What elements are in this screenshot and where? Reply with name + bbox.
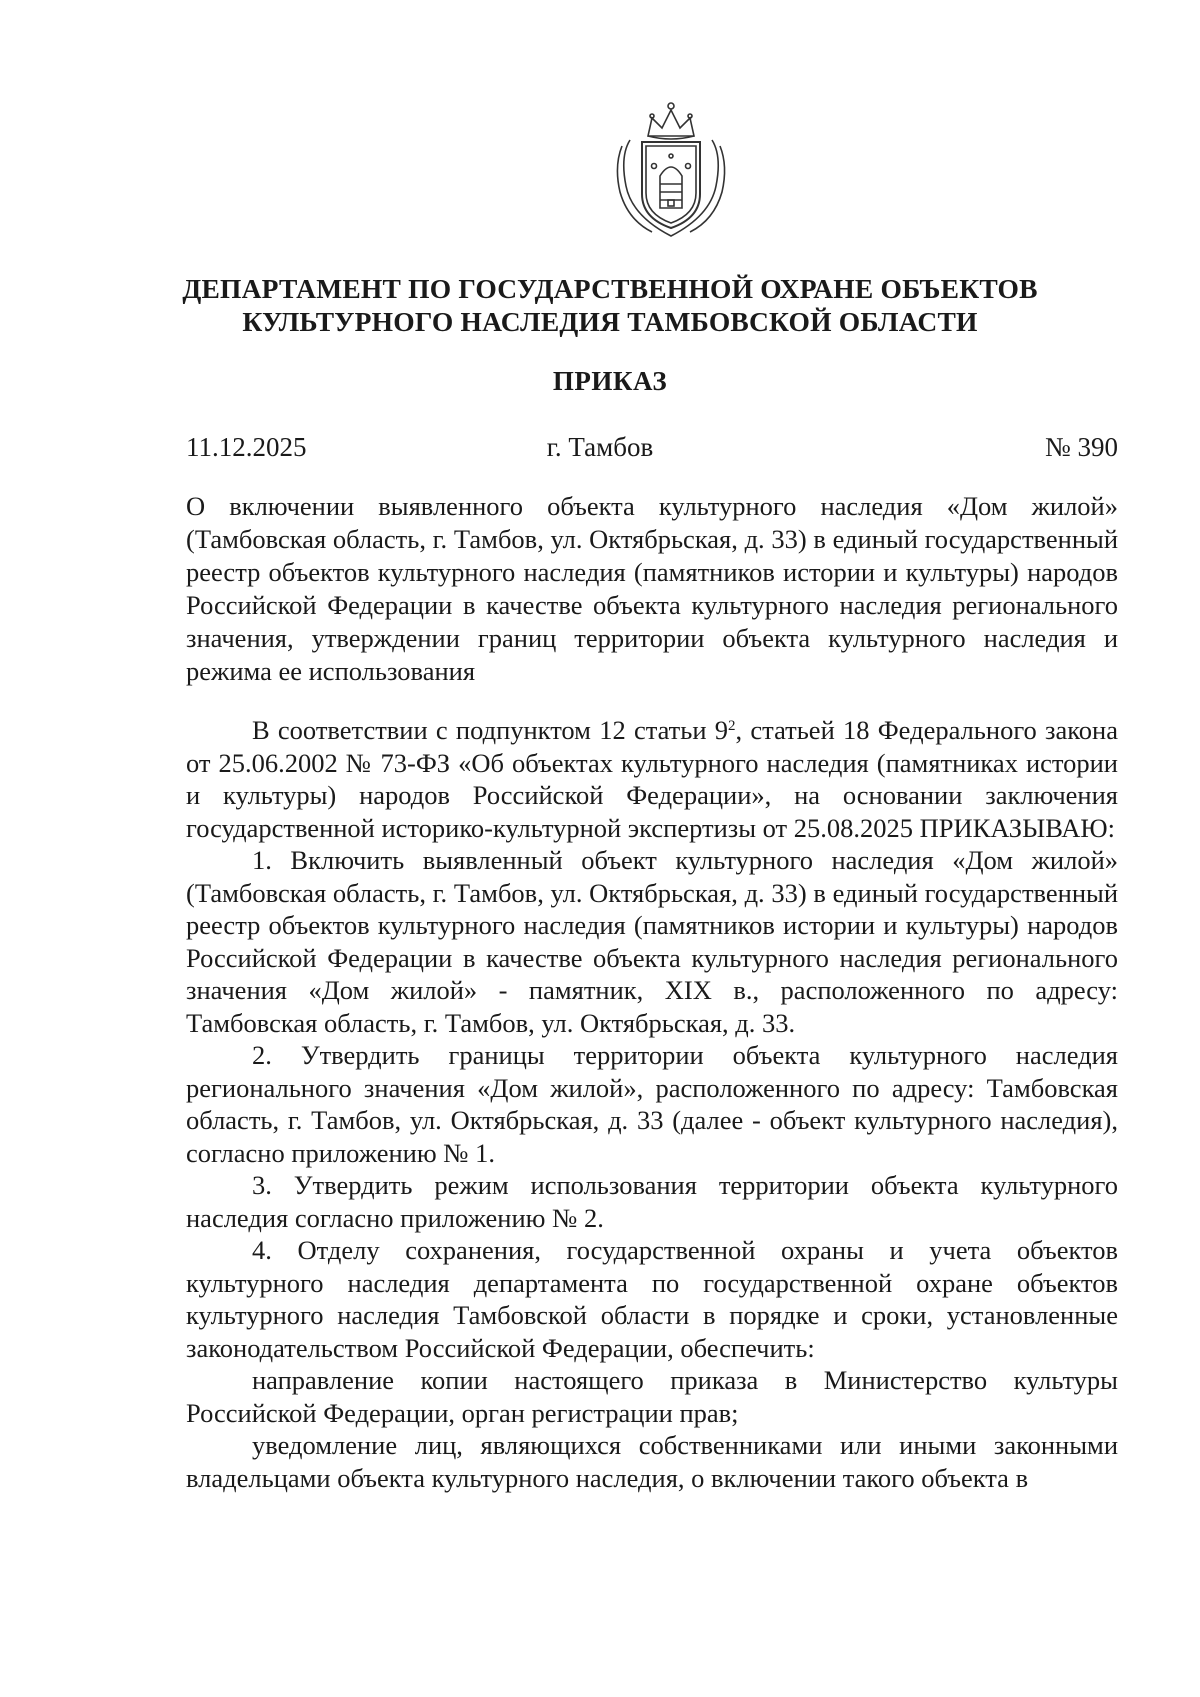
preamble-part2: , статьей 18 Федерального закона от 25.06.2002 № 73-ФЗ «Об объектах культурного наследия (памятниках истории и культуры) народов Российской Федерации», на основании заключения государственной историко-культурной экспертизы от 25.08.2025 ПРИКАЗЫВАЮ: <box>186 715 1118 843</box>
order-body <box>186 714 1118 1494</box>
order-subject: О включении выявленного объекта культурного наследия «Дом жилой» (Тамбовская область, г. Тамбов, ул. Октябрьская, д. 33) в единый государственный реестр объектов культурного наследия (памятников истории и культуры) народов Российской Федерации в качестве объекта культурного наследия регионального значения, утверждении границ территории объекта культурного наследия и режима ее использования <box>186 491 1118 686</box>
paragraph-4-item-2: уведомление лиц, являющихся собственниками или иными законными владельцами объекта культурного наследия, о включении такого объекта в <box>186 1430 1118 1493</box>
paragraph-2: 2. Утвердить границы территории объекта культурного наследия регионального значения «Дом жилой», расположенного по адресу: Тамбовская область, г. Тамбов, ул. Октябрьская, д. 33 (далее - объект культурного наследия), согласно приложению № 1. <box>186 1040 1118 1168</box>
preamble-part1: В соответствии с подпунктом 12 статьи 9 <box>252 715 729 745</box>
coat-of-arms-emblem <box>612 96 730 242</box>
paragraph-1: 1. Включить выявленный объект культурного наследия «Дом жилой» (Тамбовская область, г. Тамбов, ул. Октябрьская, д. 33) в единый государственный реестр объектов культурного наследия (памятников истории и культуры) народов Российской Федерации в качестве объекта культурного наследия регионального значения «Дом жилой» - памятник, XIX в., расположенного по адресу: Тамбовская область, г. Тамбов, ул. Октябрьская, д. 33. <box>186 845 1118 1038</box>
department-name-line1: ДЕПАРТАМЕНТ ПО ГОСУДАРСТВЕННОЙ ОХРАНЕ ОБЪЕКТОВ <box>182 273 1038 304</box>
paragraph-3: 3. Утвердить режим использования территории объекта культурного наследия согласно приложению № 2. <box>186 1170 1118 1233</box>
preamble-paragraph <box>186 714 1118 844</box>
paragraph-4: 4. Отделу сохранения, государственной охраны и учета объектов культурного наследия департамента по государственной охране объектов культурного наследия Тамбовской области в порядке и сроки, установленные законодательством Российской Федерации, обеспечить: <box>186 1235 1118 1363</box>
document-type: ПРИКАЗ <box>552 366 668 396</box>
order-date: 11.12.2025 <box>186 432 307 462</box>
order-city: г. Тамбов <box>546 432 654 462</box>
paragraph-4-item-1: направление копии настоящего приказа в Министерство культуры Российской Федерации, орган регистрации прав; <box>186 1365 1118 1428</box>
department-name-line2: КУЛЬТУРНОГО НАСЛЕДИЯ ТАМБОВСКОЙ ОБЛАСТИ <box>242 306 978 337</box>
department-name <box>150 272 1070 338</box>
preamble-superscript: 2 <box>728 718 736 734</box>
order-number: № 390 <box>1044 432 1118 462</box>
